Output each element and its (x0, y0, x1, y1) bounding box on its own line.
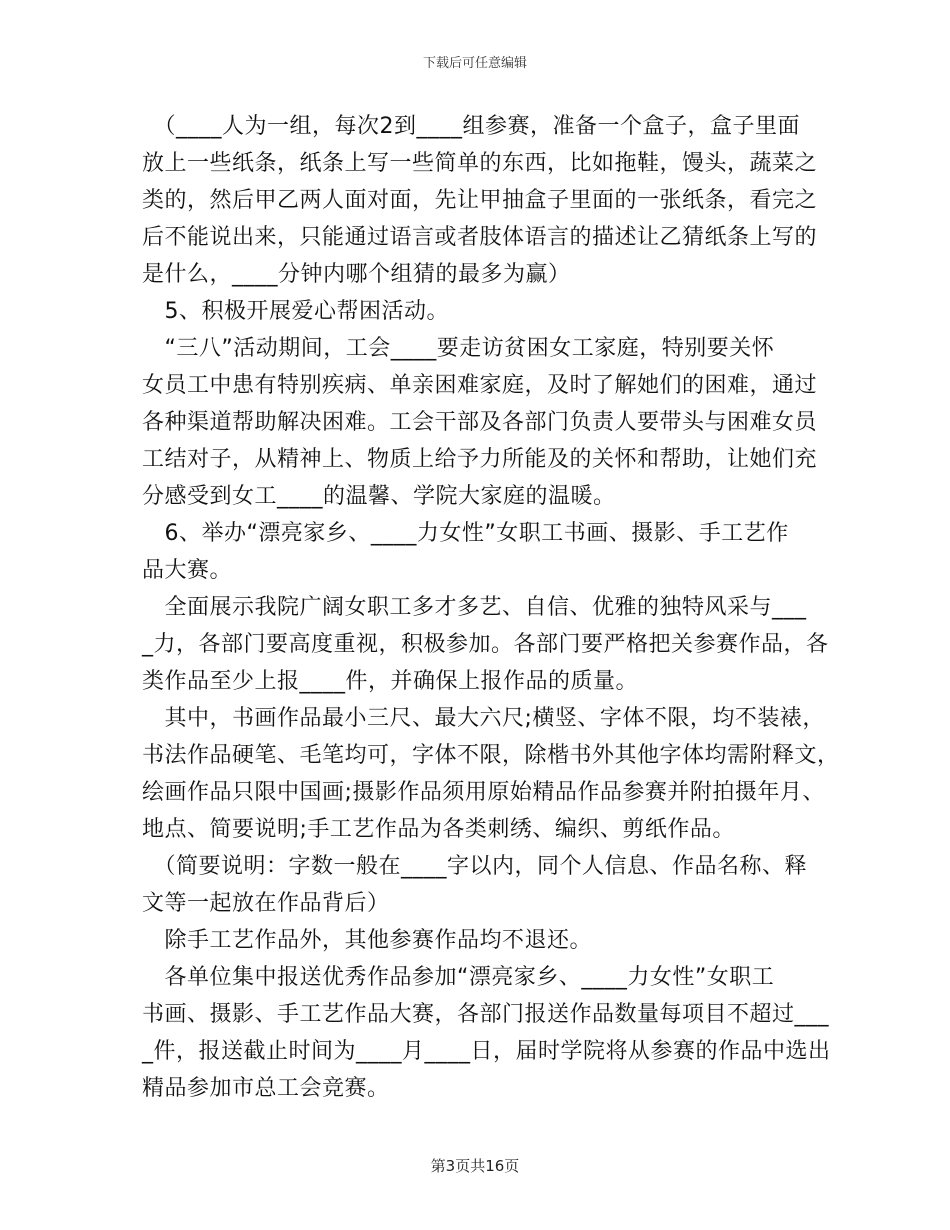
text-line: 精品参加市总工会竞赛。 (142, 1076, 390, 1101)
text-line: 类的，然后甲乙两人面对面，先让甲抽盒子里面的一张纸条，看完之 (142, 188, 818, 213)
text-line: 文等一起放在作品背后） (142, 891, 390, 916)
text-line: （____人为一组，每次2到____组参赛，准备一个盒子，盒子里面 (142, 114, 800, 139)
document-body (142, 108, 840, 1107)
text-line: 工结对子，从精神上、物质上给予力所能及的关怀和帮助，让她们充 (142, 447, 818, 472)
section-heading: 6、举办“漂亮家乡、____力女性”女职工书画、摄影、手工艺作 (142, 521, 789, 546)
page-number: 第3页共16页 (430, 1157, 520, 1175)
text-line: 后不能说出来，只能通过语言或者肢体语言的描述让乙猜纸条上写的 (142, 225, 818, 250)
text-line: 书画、摄影、手工艺作品大赛，各部门报送作品数量每项目不超过___ (142, 1002, 830, 1027)
text-line: 全面展示我院广阔女职工多才多艺、自信、优雅的独特风采与___ (142, 595, 807, 620)
text-line: 女员工中患有特别疾病、单亲困难家庭，及时了解她们的困难，通过 (142, 373, 818, 398)
text-line: 绘画作品只限中国画;摄影作品须用原始精品作品参赛并附拍摄年月、 (142, 780, 825, 805)
text-line: _力，各部门要高度重视，积极参加。各部门要严格把关参赛作品，各 (142, 632, 829, 657)
text-line: 是什么，____分钟内哪个组猜的最多为赢） (142, 262, 571, 287)
text-line: 放上一些纸条，纸条上写一些简单的东西，比如拖鞋，馒头，蔬菜之 (142, 151, 818, 176)
text-line: _件，报送截止时间为____月____日，届时学院将从参赛的作品中选出 (142, 1039, 831, 1064)
text-line: （简要说明：字数一般在____字以内，同个人信息、作品名称、释 (142, 854, 808, 879)
text-line: 其中，书画作品最小三尺、最大六尺;横竖、字体不限，均不装裱， (142, 706, 825, 731)
text-line: 地点、简要说明;手工艺作品为各类刺绣、编织、剪纸作品。 (142, 817, 735, 842)
page-header: 下载后可任意编辑 (422, 56, 527, 71)
section-heading: 5、积极开展爱心帮困活动。 (142, 299, 449, 324)
text-line: 分感受到女工____的温馨、学院大家庭的温暖。 (142, 484, 616, 509)
text-line: 各种渠道帮助解决困难。工会干部及各部门负责人要带头与困难女员 (142, 410, 818, 435)
text-line: “三八”活动期间，工会____要走访贫困女工家庭，特别要关怀 (142, 336, 775, 361)
text-line: 各单位集中报送优秀作品参加“漂亮家乡、____力女性”女职工 (142, 965, 775, 990)
text-line: 书法作品硬笔、毛笔均可，字体不限，除楷书外其他字体均需附释文， (142, 743, 840, 768)
text-line: 类作品至少上报____件，并确保上报作品的质量。 (142, 669, 639, 694)
text-line: 除手工艺作品外，其他参赛作品均不退还。 (142, 928, 593, 953)
text-line: 品大赛。 (142, 558, 233, 583)
